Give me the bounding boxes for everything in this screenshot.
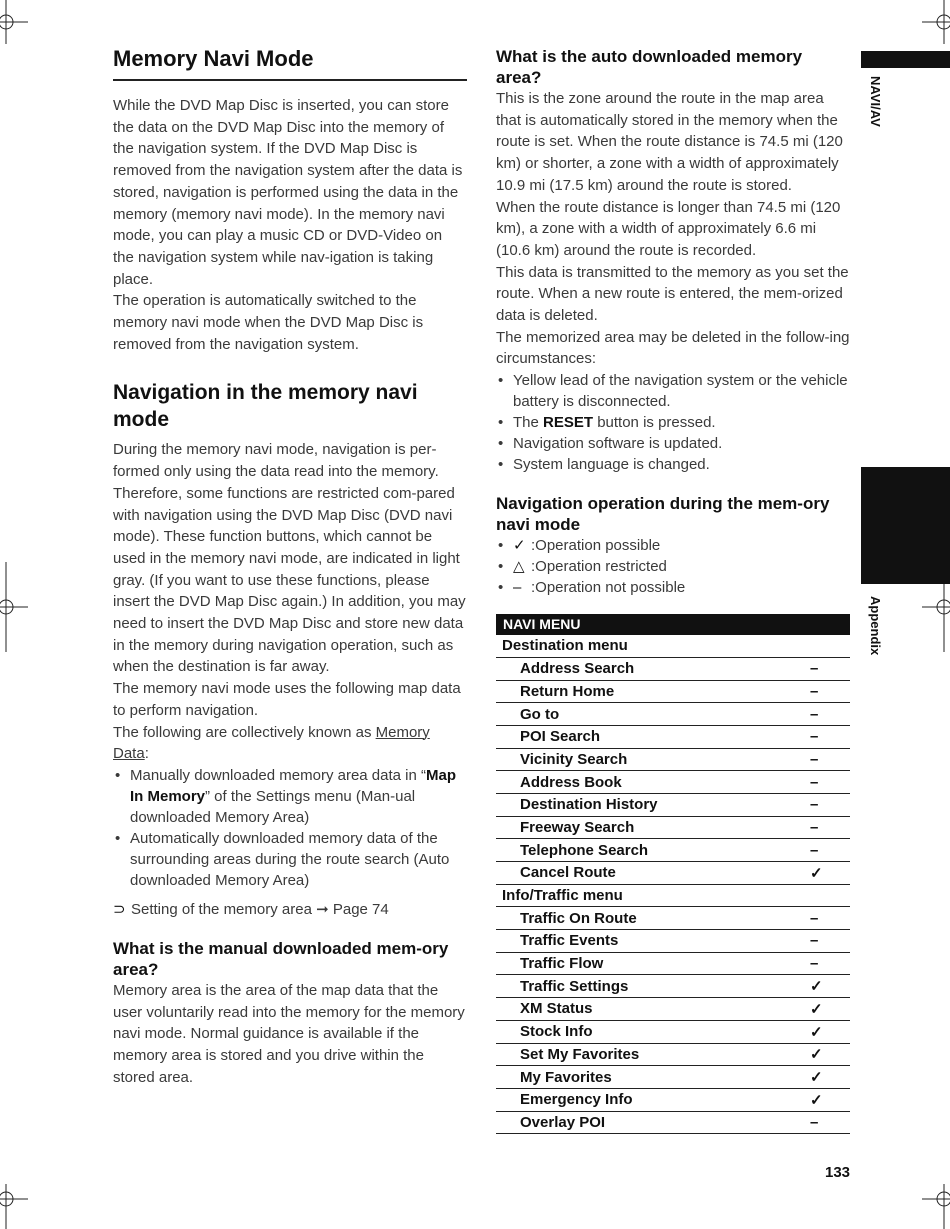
- row-status: ✓: [810, 1000, 823, 1018]
- deletion-item-4: System language is changed.: [513, 456, 710, 474]
- row-status: ✓: [810, 1091, 823, 1109]
- intro-paragraph-1: While the DVD Map Disc is inserted, you can store the data on the DVD Map Disc into the memory of the navigation system. If the DVD Map Disc is removed from the navigation system after the data is stored, navigation is performed using the data in the memory (memory navi mode). In the memory navi mode, you can play a music CD or DVD-Video on the navigation system while nav-igation is taking place.: [113, 97, 463, 288]
- row-name: Destination History: [520, 796, 658, 814]
- row-name: Return Home: [520, 682, 615, 700]
- table-row: [496, 749, 850, 772]
- legend-list: [496, 535, 850, 598]
- row-status: ✓: [810, 1046, 823, 1064]
- legend-text: :Operation restricted: [531, 558, 667, 576]
- table-row: [496, 862, 850, 885]
- registration-mark-bottom-left: [0, 1184, 30, 1229]
- row-status: –: [810, 705, 819, 723]
- row-status: –: [810, 682, 819, 700]
- table-row: [496, 930, 850, 953]
- right-column: [496, 46, 850, 1134]
- auto-area-heading: What is the auto downloaded memory area?: [496, 47, 803, 87]
- row-name: Vicinity Search: [520, 750, 628, 768]
- section2-paragraph-3: [113, 722, 467, 765]
- registration-mark-mid-left: [0, 562, 30, 652]
- bullet1-suffix: ” of the Settings menu (Man-ual downloaded Memory Area): [130, 787, 416, 826]
- bullet2-text: Automatically downloaded memory data of the surrounding areas during the route search (Auto downloaded Memory Area): [130, 829, 450, 889]
- row-name: POI Search: [520, 728, 601, 746]
- navi-menu-table: [496, 614, 850, 1134]
- legend-item: [496, 535, 850, 556]
- registration-mark-top-right: [920, 0, 950, 45]
- operation-heading: Navigation operation during the mem-ory navi mode: [496, 494, 830, 535]
- table-row: [496, 1044, 850, 1067]
- row-status: –: [810, 773, 819, 791]
- row-status: –: [810, 728, 819, 746]
- row-name: Set My Favorites: [520, 1045, 640, 1063]
- memory-data-suffix: :: [144, 745, 149, 763]
- page-title: Memory Navi Mode: [113, 44, 467, 81]
- list-item: [496, 412, 850, 433]
- deletion-list: [496, 370, 850, 475]
- row-name: Traffic On Route: [520, 909, 637, 927]
- reference-arrow-icon: ⊃: [113, 900, 126, 918]
- row-status: ✓: [810, 978, 823, 996]
- legend-item: [496, 577, 850, 598]
- page-number: 133: [825, 1164, 851, 1181]
- row-status: –: [810, 1113, 819, 1131]
- row-name: Emergency Info: [520, 1091, 633, 1109]
- manual-area-heading: What is the manual downloaded mem-ory area?: [113, 938, 449, 979]
- table-row: [496, 681, 850, 704]
- table-row: [496, 794, 850, 817]
- right-arrow-icon: ➞: [316, 900, 329, 918]
- table-header: NAVI MENU: [496, 614, 850, 635]
- table-row: [496, 1021, 850, 1044]
- row-name: Traffic Settings: [520, 977, 629, 995]
- section-heading-memory-navi: Navigation in the memory navi mode: [113, 381, 418, 432]
- auto-area-paragraph-3: This data is transmitted to the memory as you set the route. When a new route is entered, the mem-orized data is deleted.: [496, 263, 849, 325]
- row-name: My Favorites: [520, 1068, 612, 1086]
- table-category-row: [496, 885, 850, 908]
- row-status: –: [810, 955, 819, 973]
- table-row: [496, 658, 850, 681]
- row-status: –: [810, 796, 819, 814]
- row-status: ✓: [810, 1069, 823, 1087]
- section2-paragraph-2: The memory navi mode uses the following map data to perform navigation.: [113, 680, 461, 719]
- row-status: –: [810, 750, 819, 768]
- row-name: XM Status: [520, 1000, 593, 1018]
- table-row: [496, 839, 850, 862]
- row-name: Address Search: [520, 660, 635, 678]
- left-column: [113, 44, 467, 1089]
- table-row: [496, 771, 850, 794]
- memory-data-list: [113, 765, 467, 891]
- registration-mark-top-left: [0, 0, 30, 45]
- table-row: [496, 817, 850, 840]
- memory-data-prefix: The following are collectively known as: [113, 723, 376, 741]
- table-row: [496, 1089, 850, 1112]
- row-name: Stock Info: [520, 1023, 593, 1041]
- row-status: –: [810, 818, 819, 836]
- registration-mark-bottom-right: [920, 1184, 950, 1229]
- row-name: Traffic Flow: [520, 955, 604, 973]
- list-item: [496, 370, 850, 412]
- manual-area-paragraph: Memory area is the area of the map data that the user voluntarily read into the memory for the memory navi mode. Normal guidance is available if the memory area is stored and you drive within the stored area.: [113, 981, 465, 1086]
- row-name: Cancel Route: [520, 864, 616, 882]
- list-item: [496, 454, 850, 475]
- table-row: [496, 1066, 850, 1089]
- row-name: Overlay POI: [520, 1113, 606, 1131]
- side-tab-block: [861, 467, 950, 584]
- deletion-item-2-prefix: The: [513, 414, 544, 432]
- table-row: [496, 998, 850, 1021]
- row-status: –: [810, 841, 819, 859]
- table-row: [496, 953, 850, 976]
- row-name: Go to: [520, 705, 560, 723]
- legend-text: :Operation possible: [531, 537, 661, 555]
- auto-area-paragraph-4: The memorized area may be deleted in the follow-ing circumstances:: [496, 328, 850, 368]
- destination-rows: [496, 658, 850, 885]
- section2-paragraph-1: During the memory navi mode, navigation is per-formed only using the data read into the memory. Therefore, some functions are restricted com-pared with navigation using the DVD Map Disc (DVD navi mode). These function buttons, which cannot be used in the memory navi mode, are indicated in light gray. (If you want to use these functions, please insert the DVD Map Disc again.) In addition, you may need to insert the DVD Map Disc and store new data in the memory during navigation operation, such as when the destination is far away.: [113, 441, 466, 676]
- deletion-item-2-suffix: button is pressed.: [593, 414, 716, 432]
- side-tab-appendix: Appendix: [868, 596, 883, 656]
- legend-item: [496, 556, 850, 577]
- xref-page: Page 74: [332, 900, 389, 918]
- legend-text: :Operation not possible: [531, 579, 686, 597]
- intro-paragraph-2: The operation is automatically switched to the memory navi mode when the DVD Map Disc is removed from the navigation system.: [113, 292, 424, 353]
- memory-data-term: Memory Data: [113, 723, 430, 763]
- auto-area-paragraph-2: When the route distance is longer than 74.5 mi (120 km), a zone with a width of approximately 6.6 mi (10.6 km) around the route is recorded.: [496, 198, 841, 259]
- bullet1-prefix: Manually downloaded memory area data in “: [130, 766, 426, 784]
- table-row: [496, 975, 850, 998]
- xref-text: Setting of the memory area: [131, 900, 312, 918]
- row-status: –: [810, 660, 819, 678]
- table-row: [496, 726, 850, 749]
- row-name: Address Book: [520, 773, 622, 791]
- table-row: [496, 703, 850, 726]
- table-row: [496, 1112, 850, 1135]
- list-item: [113, 765, 467, 828]
- row-status: ✓: [810, 864, 823, 882]
- side-tab-navi-av: NAVI/AV: [868, 76, 883, 127]
- triangle-icon: △: [513, 558, 525, 576]
- list-item: [113, 828, 467, 891]
- table-category-row: [496, 635, 850, 658]
- deletion-item-3: Navigation software is updated.: [513, 435, 723, 453]
- auto-area-paragraph-1: This is the zone around the route in the map area that is automatically stored in the memory when the route is set. When the route distance is 74.5 mi (120 km) or shorter, a zone with a width of approximately 10.9 mi (17.5 km) around the route is stored.: [496, 90, 843, 194]
- row-name: Freeway Search: [520, 818, 635, 836]
- category-name: Info/Traffic menu: [502, 887, 623, 905]
- category-name: Destination menu: [502, 637, 628, 655]
- table-row: [496, 907, 850, 930]
- row-name: Traffic Events: [520, 932, 619, 950]
- deletion-item-1: Yellow lead of the navigation system or the vehicle battery is disconnected.: [513, 372, 848, 411]
- row-status: –: [810, 909, 819, 927]
- row-name: Telephone Search: [520, 841, 649, 859]
- map-in-memory-keyword: Map In Memory: [130, 766, 456, 805]
- check-icon: ✓: [513, 537, 526, 555]
- info-traffic-rows: [496, 907, 850, 1134]
- reset-keyword: RESET: [543, 414, 594, 432]
- dash-icon: –: [513, 579, 522, 597]
- row-status: –: [810, 932, 819, 950]
- row-status: ✓: [810, 1023, 823, 1041]
- cross-reference: [113, 899, 467, 920]
- side-tab-bar: [861, 51, 950, 68]
- list-item: [496, 433, 850, 454]
